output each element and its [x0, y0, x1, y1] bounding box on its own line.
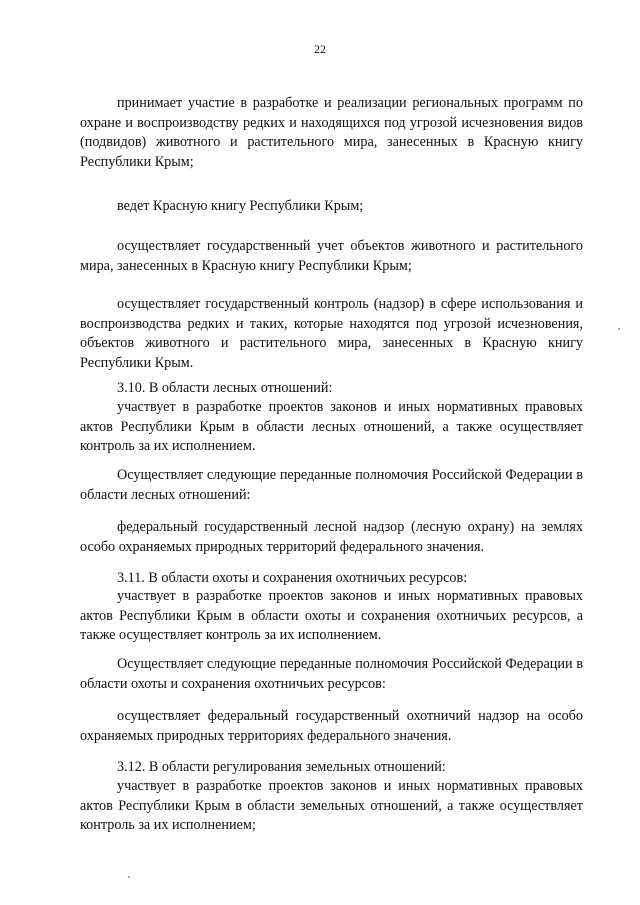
- paragraph-hunting-powers: Осуществляет следующие переданные полномочия Российской Федерации в области охоты и сохранения охотничьих ресурсов:: [80, 656, 583, 692]
- paragraph-hunting-supervision: осуществляет федеральный государственный охотничий надзор на особо охраняемых природных территориях федерального значения.: [80, 708, 583, 744]
- paragraph-forest-supervision: федеральный государственный лесной надзор (лесную охрану) на землях особо охраняемых природных территорий федерального значения.: [80, 519, 583, 555]
- paragraph-red-book-control: осуществляет государственный контроль (надзор) в сфере использования и воспроизводства редких и таких, которые находятся под угрозой исчезновения, объектов животного и растительного мира, занесенных в Красную книгу Республики Крым.: [80, 296, 583, 371]
- scan-speck: [128, 876, 130, 878]
- page-number: 22: [314, 42, 326, 56]
- section-heading-3-10: 3.10. В области лесных отношений:: [117, 380, 333, 396]
- paragraph-forest-powers: Осуществляет следующие переданные полномочия Российской Федерации в области лесных отношений:: [80, 467, 583, 503]
- section-heading-3-11: 3.11. В области охоты и сохранения охотничьих ресурсов:: [117, 570, 468, 586]
- section-heading-3-12: 3.12. В области регулирования земельных отношений:: [117, 759, 446, 775]
- paragraph-red-book-maintain: ведет Красную книгу Республики Крым;: [117, 198, 364, 214]
- paragraph-forest-laws: участвует в разработке проектов законов и иных нормативных правовых актов Республики Крым в области лесных отношений, а также осуществляет контроль за их исполнением.: [80, 399, 583, 454]
- paragraph-hunting-laws: участвует в разработке проектов законов и иных нормативных правовых актов Республики Крым в области охоты и сохранения охотничьих ресурсов, а также осуществляет контроль за их исполнением.: [80, 588, 583, 643]
- paragraph-red-book-programs: принимает участие в разработке и реализации региональных программ по охране и воспроизводству редких и находящихся под угрозой исчезновения видов (подвидов) животного и растительного мира, занесенных в Красную книгу Республики Крым;: [80, 95, 583, 170]
- paragraph-red-book-accounting: осуществляет государственный учет объектов животного и растительного мира, занесенных в Красную книгу Республики Крым;: [80, 238, 583, 274]
- paragraph-land-laws: участвует в разработке проектов законов и иных нормативных правовых актов Республики Крым в области земельных отношений, а также осуществляет контроль за их исполнением;: [80, 778, 583, 833]
- scan-speck: [618, 328, 620, 330]
